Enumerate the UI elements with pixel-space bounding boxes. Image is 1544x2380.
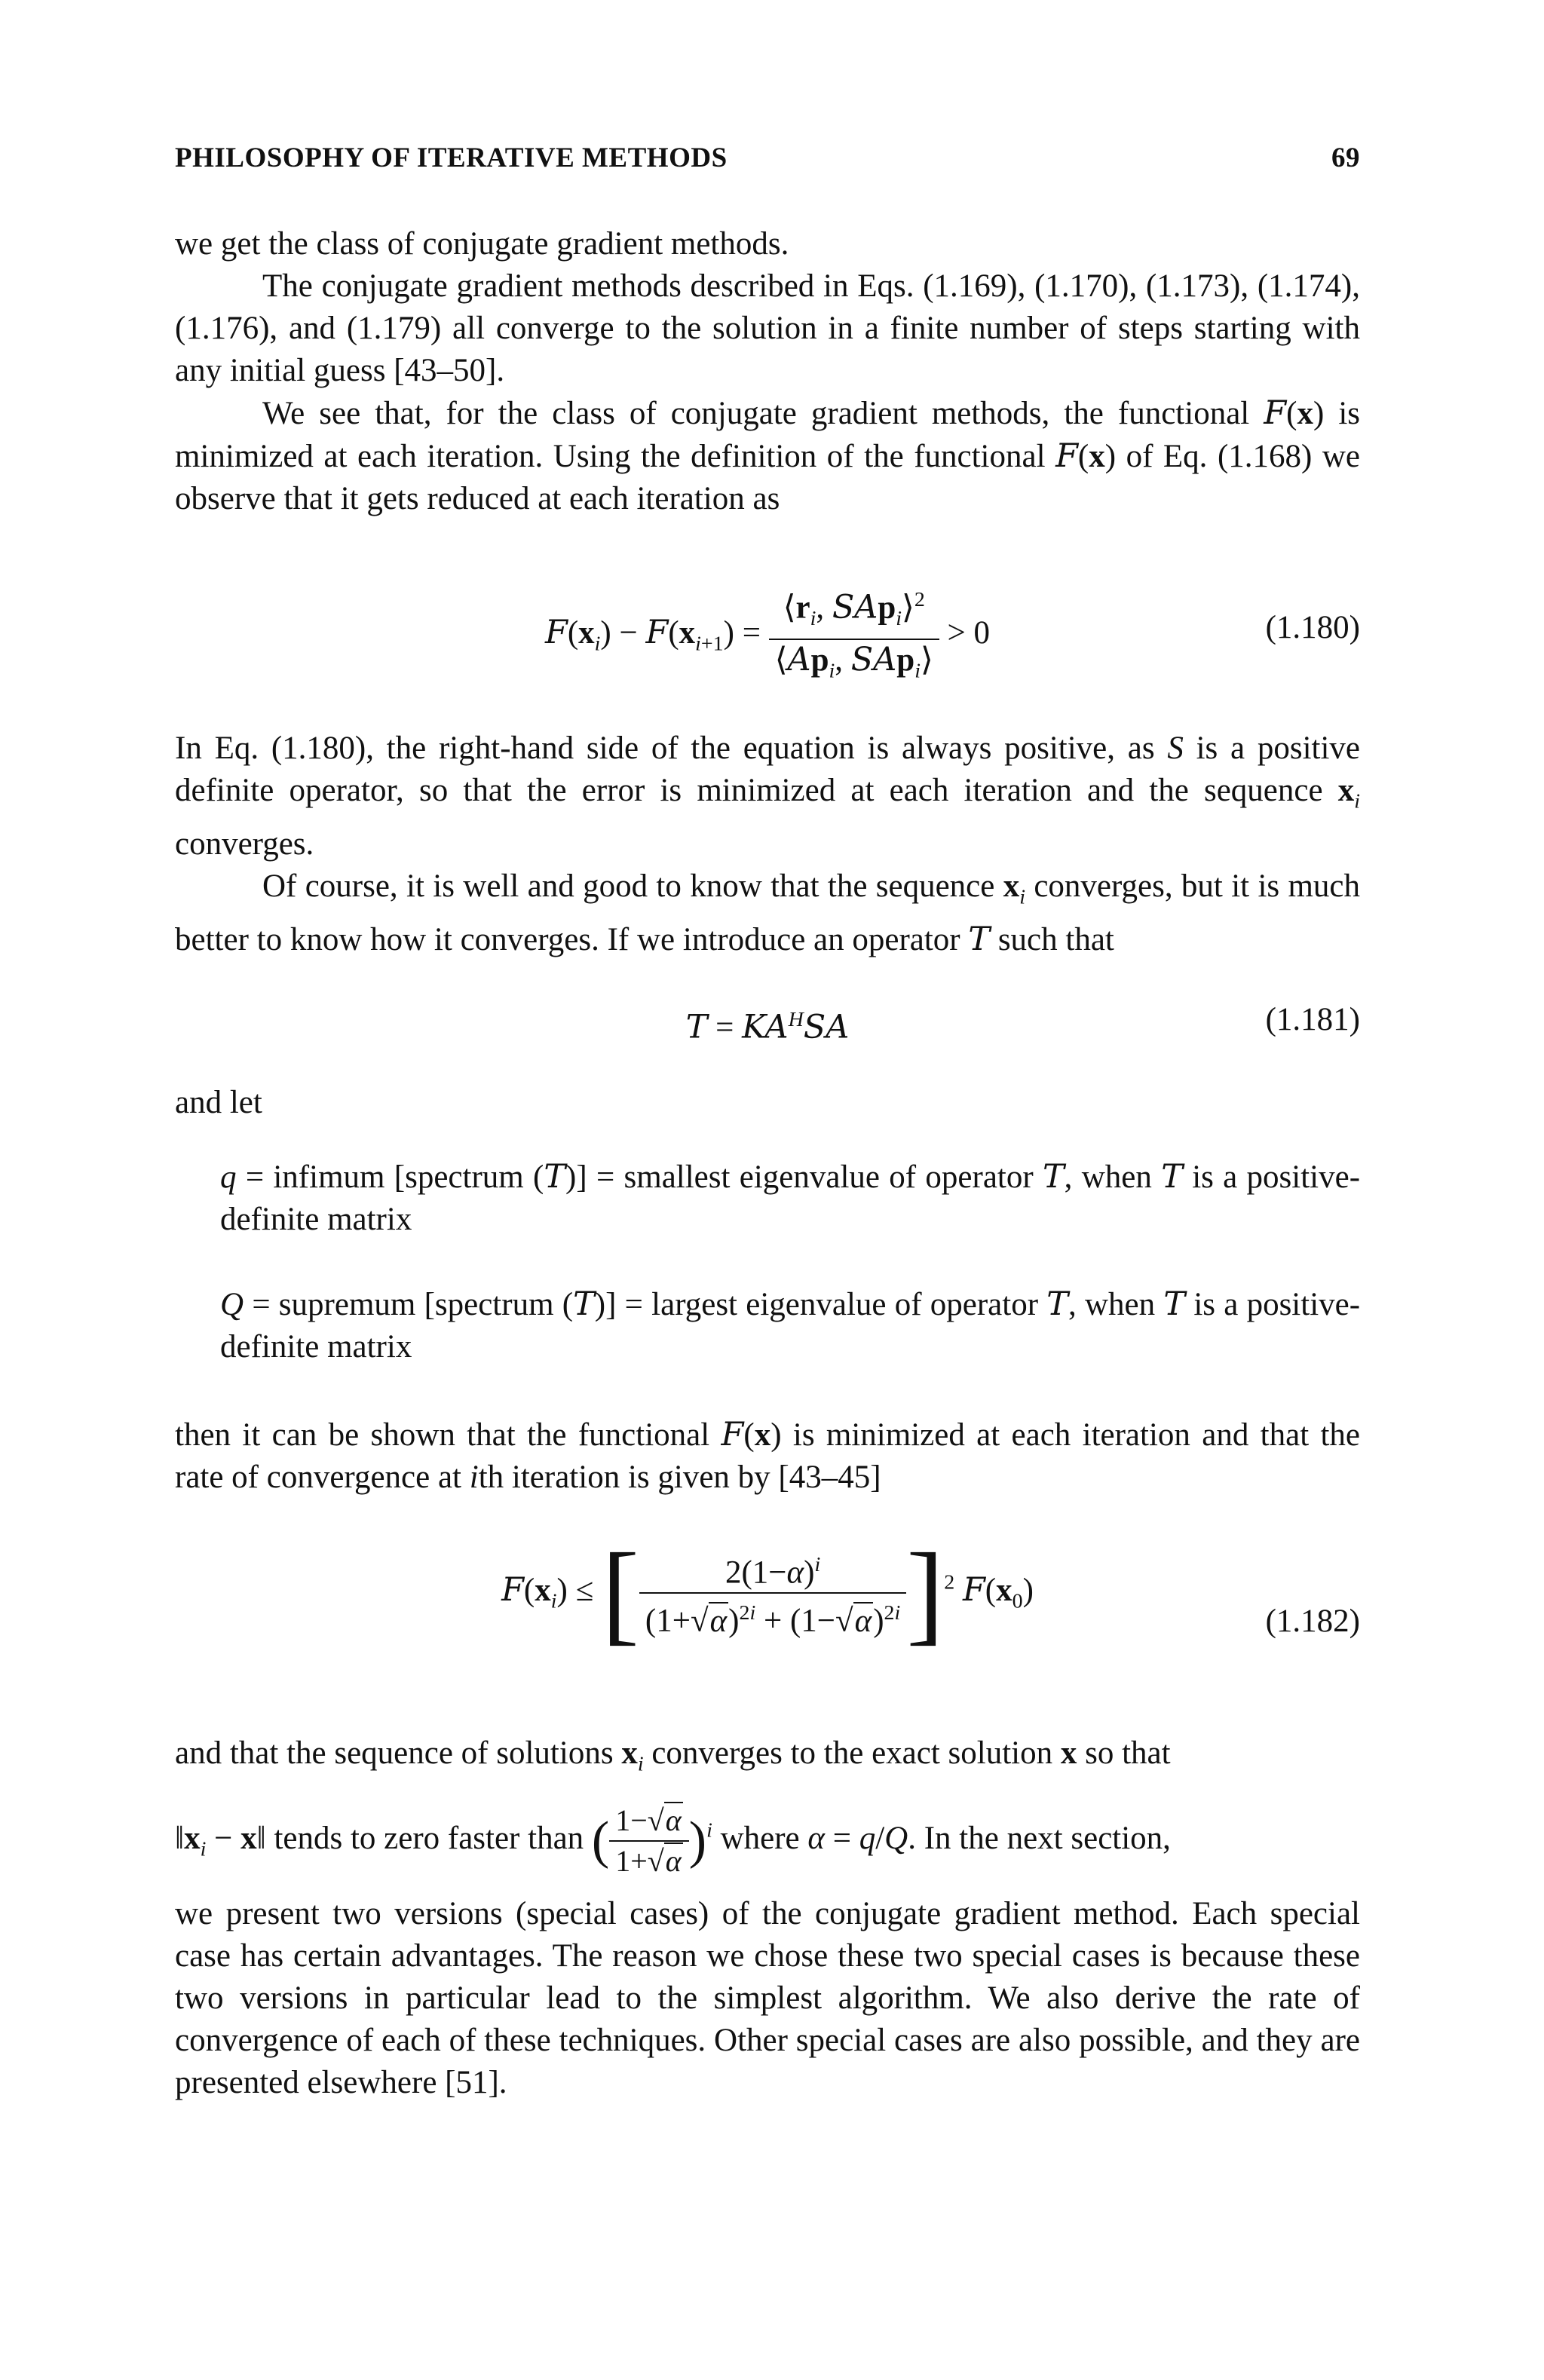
paragraph: $‖x_i$ − x‖ tends to zero faster than ( $\frac{1-√\alpha}{1+√\alpha}$ )$^i$ where α = q/Q. In the next section, (175, 1801, 1360, 1881)
paragraph: Of course, it is well and good to know that the sequence $x_i$ converges, but it is much better to know how it converges. If we introduce an operator T such that (175, 868, 1361, 959)
paragraph: We see that, for the class of conjugate gradient methods, the functional F(x) is minimized at each iteration. Using the definition of the functional F(x) of Eq. (1.168) we observe that it gets reduced at each iteration as (175, 394, 1360, 516)
body-text (175, 223, 1360, 2104)
definition-list (220, 1156, 1360, 1368)
equation-1-180: $F(x_i) - F(x_{i+1})$ = $\frac{⟨r_i, SAp_i⟩^2}{⟨Ap_i, SAp_i⟩}$ > 0 (1.180) (175, 558, 1360, 709)
paragraph: then it can be shown that the functional F(x) is minimized at each iteration and that the rate of convergence at ith iteration is given by [43–45] (175, 1416, 1361, 1496)
paragraph: In Eq. (1.180), the right-hand side of the equation is always positive, as S is a positive definite operator, so that the error is minimized at each iteration and the sequence $x_i$ converges. (175, 731, 1361, 862)
definition-q: q = infimum [spectrum (T)] = smallest eigenvalue of operator T, when T is a positive-definite matrix (220, 1158, 1361, 1238)
paragraph: and let (175, 1085, 262, 1121)
paragraph: we get the class of conjugate gradient methods. (175, 226, 789, 262)
equation-1-182: $F(x_i)$ ≤ [ $\frac{2(1-\alpha)^i}{(1+√\alpha)^{2i} + (1-√\alpha)^{2i}}$ ]$^2$ $F(x_0)$ (1.182) (501, 1530, 1360, 1656)
equation-1-181: $T = KA^HSA$ (1.181) (685, 1002, 1360, 1046)
running-head (175, 142, 1360, 174)
running-head-title: PHILOSOPHY OF ITERATIVE METHODS (175, 142, 728, 173)
paragraph: and that the sequence of solutions $x_i$ converges to the exact solution x so that (175, 1735, 1171, 1776)
paragraph: we present two versions (special cases) of the conjugate gradient method. Each special case has certain advantages. The reason we chose these two special cases is because these two versions in particular lead to the simplest algorithm. We also derive the rate of convergence of each of these techniques. Other special cases are also possible, and they are presented elsewhere [51]. (175, 1895, 1360, 2100)
page-number: 69 (1331, 142, 1360, 173)
definition-Q: Q = supremum [spectrum (T)] = largest eigenvalue of operator T, when T is a positive-definite matrix (220, 1285, 1361, 1365)
paragraph: The conjugate gradient methods described in Eqs. (1.169), (1.170), (1.173), (1.174), (1.176), and (1.179) all converge to the solution in a finite number of steps starting with any initial guess [43–50]. (175, 268, 1360, 388)
